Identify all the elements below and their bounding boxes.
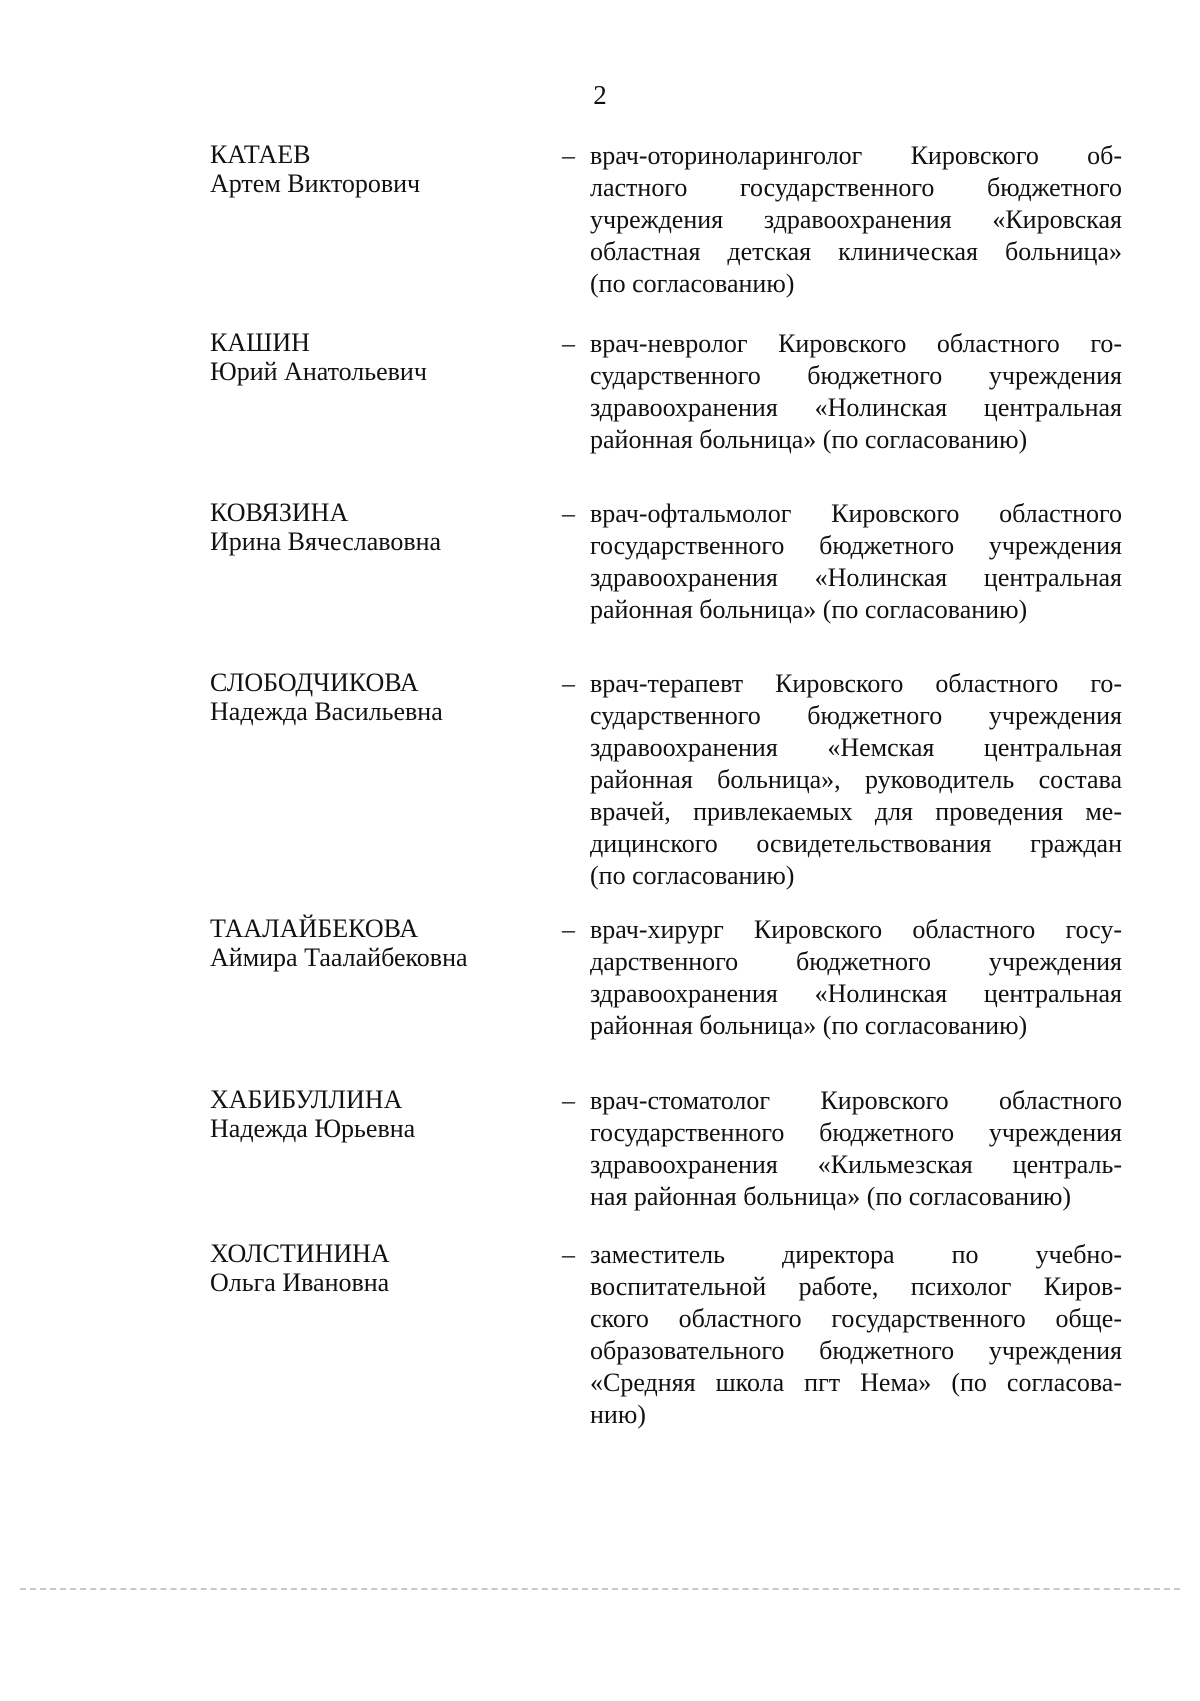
role-line: районная больница» (по согласованию) xyxy=(590,425,1028,454)
dash-separator: – xyxy=(562,1240,575,1269)
role-line: врач-хирург Кировского областного госу- xyxy=(590,915,1122,944)
dash-separator: – xyxy=(562,915,575,944)
role-line: «Средняя школа пгт Нема» (по согласова- xyxy=(590,1368,1122,1397)
role-line: сударственного бюджетного учреждения xyxy=(590,701,1122,730)
role-line: воспитательной работе, психолог Киров- xyxy=(590,1272,1122,1301)
dash-separator: – xyxy=(562,499,575,528)
role-line: врач-терапевт Кировского областного го- xyxy=(590,669,1122,698)
member-role xyxy=(590,1085,1122,1213)
member-name xyxy=(210,1239,540,1297)
role-line: районная больница», руководитель состава xyxy=(590,765,1122,794)
member-given-name: Юрий Анатольевич xyxy=(210,357,427,386)
member-surname: КАТАЕВ xyxy=(210,140,311,169)
member-given-name: Ольга Ивановна xyxy=(210,1268,390,1297)
member-surname: СЛОБОДЧИКОВА xyxy=(210,668,419,697)
bottom-divider xyxy=(20,1588,1180,1590)
role-line: учреждения здравоохранения «Кировская xyxy=(590,205,1122,234)
dash-separator: – xyxy=(562,141,575,170)
member-role xyxy=(590,328,1122,456)
member-given-name: Аймира Таалайбековна xyxy=(210,943,468,972)
role-line: сударственного бюджетного учреждения xyxy=(590,361,1122,390)
role-line: дарственного бюджетного учреждения xyxy=(590,947,1122,976)
member-role xyxy=(590,914,1122,1042)
member-given-name: Ирина Вячеславовна xyxy=(210,527,442,556)
member-role xyxy=(590,498,1122,626)
role-line: врач-стоматолог Кировского областного xyxy=(590,1086,1122,1115)
role-line: заместитель директора по учебно- xyxy=(590,1240,1122,1269)
role-line: врач-невролог Кировского областного го- xyxy=(590,329,1122,358)
dash-separator: – xyxy=(562,329,575,358)
role-line: врач-оториноларинголог Кировского об- xyxy=(590,141,1122,170)
role-line: ная районная больница» (по согласованию) xyxy=(590,1182,1072,1211)
member-surname: ХАБИБУЛЛИНА xyxy=(210,1085,403,1114)
role-line: образовательного бюджетного учреждения xyxy=(590,1336,1122,1365)
role-line: ластного государственного бюджетного xyxy=(590,173,1122,202)
role-line: здравоохранения «Немская центральная xyxy=(590,733,1122,762)
role-line: нию) xyxy=(590,1400,646,1429)
role-line: (по согласованию) xyxy=(590,861,795,890)
role-line: районная больница» (по согласованию) xyxy=(590,1011,1028,1040)
dash-separator: – xyxy=(562,669,575,698)
role-line: здравоохранения «Нолинская центральная xyxy=(590,563,1122,592)
role-line: районная больница» (по согласованию) xyxy=(590,595,1028,624)
role-line: государственного бюджетного учреждения xyxy=(590,1118,1122,1147)
role-line: областная детская клиническая больница» xyxy=(590,237,1122,266)
member-given-name: Надежда Васильевна xyxy=(210,697,443,726)
member-name xyxy=(210,498,540,556)
member-given-name: Артем Викторович xyxy=(210,169,421,198)
role-line: государственного бюджетного учреждения xyxy=(590,531,1122,560)
role-line: здравоохранения «Нолинская центральная xyxy=(590,979,1122,1008)
member-name xyxy=(210,140,540,198)
role-line: ского областного государственного обще- xyxy=(590,1304,1122,1333)
member-name xyxy=(210,668,540,726)
role-line: здравоохранения «Нолинская центральная xyxy=(590,393,1122,422)
page-number: 2 xyxy=(593,80,607,110)
member-surname: ТААЛАЙБЕКОВА xyxy=(210,914,419,943)
member-surname: ХОЛСТИНИНА xyxy=(210,1239,390,1268)
role-line: врач-офтальмолог Кировского областного xyxy=(590,499,1122,528)
role-line: здравоохранения «Кильмезская централь- xyxy=(590,1150,1122,1179)
member-name xyxy=(210,1085,540,1143)
dash-separator: – xyxy=(562,1086,575,1115)
member-surname: КОВЯЗИНА xyxy=(210,498,349,527)
role-line: дицинского освидетельствования граждан xyxy=(590,829,1122,858)
member-role xyxy=(590,1239,1122,1431)
member-given-name: Надежда Юрьевна xyxy=(210,1114,416,1143)
member-role xyxy=(590,140,1122,300)
member-name xyxy=(210,328,540,386)
role-line: (по согласованию) xyxy=(590,269,795,298)
member-surname: КАШИН xyxy=(210,328,310,357)
member-role xyxy=(590,668,1122,892)
role-line: врачей, привлекаемых для проведения ме- xyxy=(590,797,1122,826)
member-name xyxy=(210,914,540,972)
